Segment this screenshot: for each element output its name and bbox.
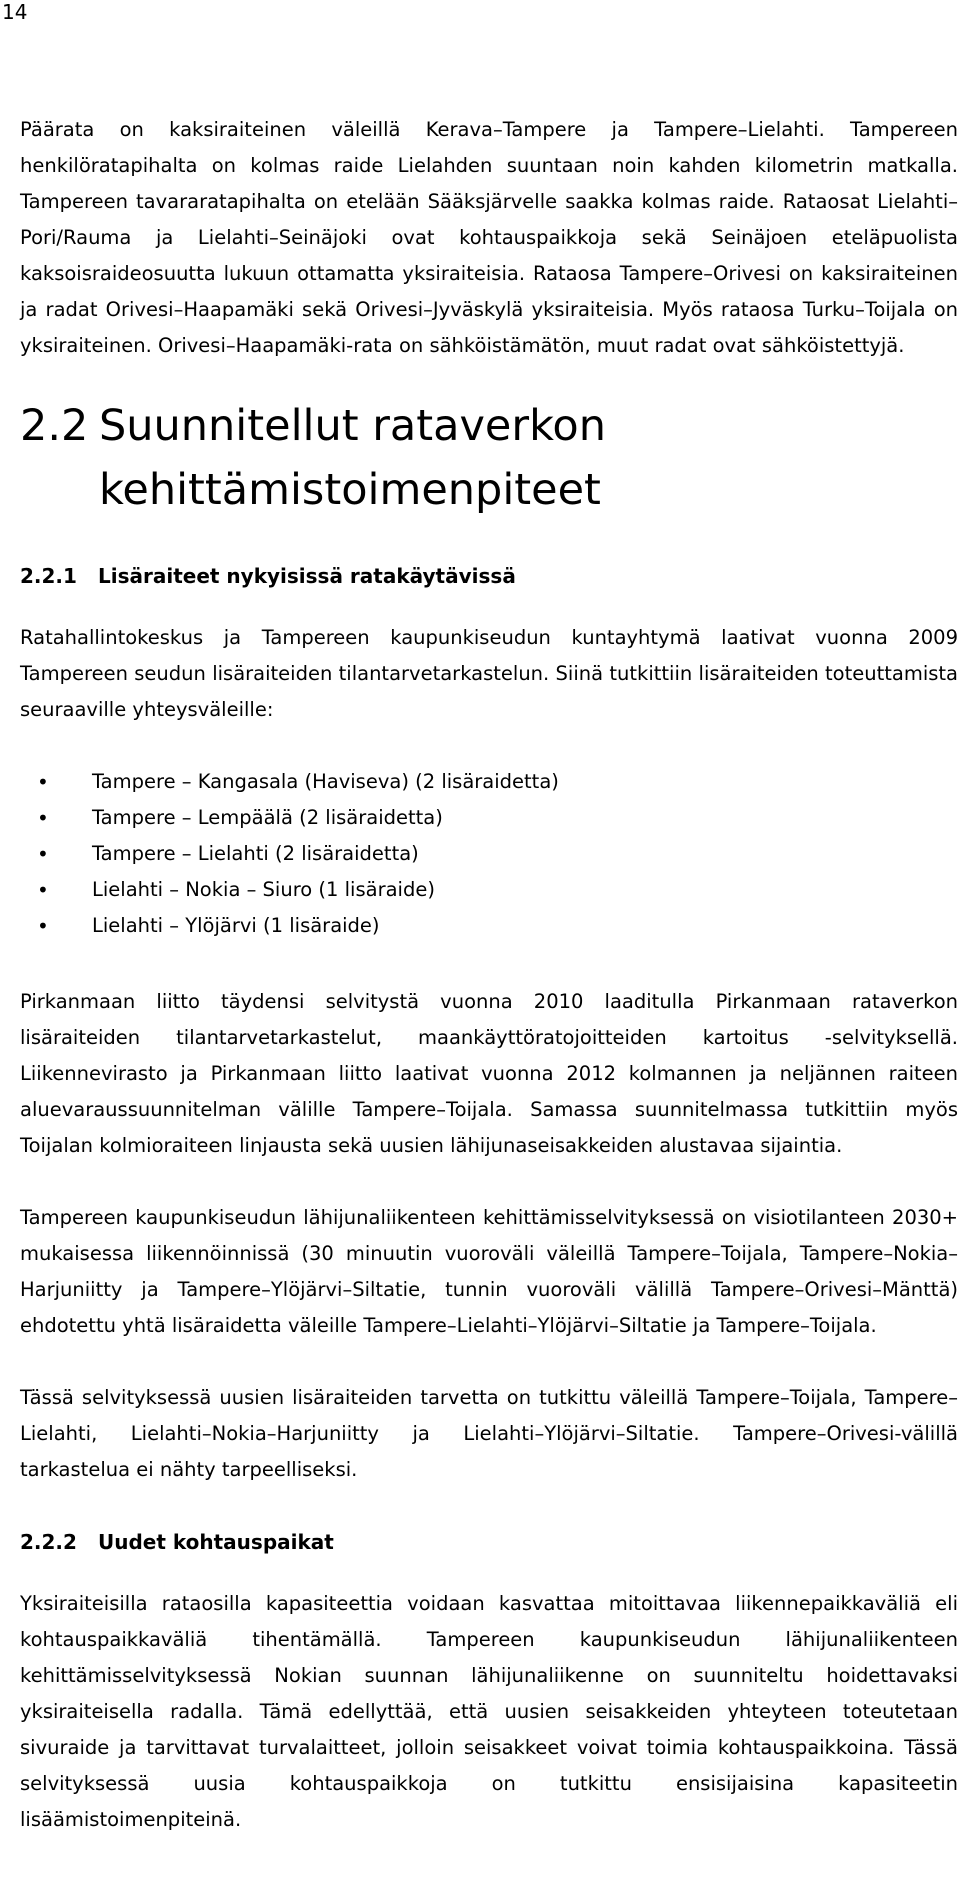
subsection-title: Uudet kohtauspaikat xyxy=(98,1530,334,1554)
list-item-text: Lielahti – Ylöjärvi (1 lisäraide) xyxy=(92,914,380,937)
bullet-list-yhteysvalit xyxy=(20,764,958,944)
paragraph-lisaraiteet-intro: Ratahallintokeskus ja Tampereen kaupunkiseudun kuntayhtymä laativat vuonna 2009 Tampereen seudun lisäraiteiden tilantarvetarkastelun. Siinä tutkittiin lisäraiteiden toteuttamista seuraaville yhteysväleille: xyxy=(20,626,958,721)
list-item-text: Lielahti – Nokia – Siuro (1 lisäraide) xyxy=(92,878,435,901)
paragraph-lahijunaliikenne: Tampereen kaupunkiseudun lähijunaliikenteen kehittämisselvityksessä on visiotilanteen 2030+ mukaisessa liikennöinnissä (30 minuutin vuoroväli väleillä Tampere–Toijala, Tampere–Nokia–Harjuniitty ja Tampere–Ylöjärvi–Siltatie, tunnin vuoroväli välillä Tampere–Orivesi–Mänttä) ehdotettu yhtä lisäraidetta väleille Tampere–Lielahti–Ylöjärvi–Siltatie ja Tampere–Toijala. xyxy=(20,1206,958,1337)
paragraph-kohtauspaikat: Yksiraiteisilla rataosilla kapasiteettia voidaan kasvattaa mitoittavaa liikennepaikkaväliä eli kohtauspaikkaväliä tihentämällä. Tampereen kaupunkiseudun lähijunaliikenteen kehittämisselvityksessä Nokian suunnan lähijunaliikenne on suunniteltu hoidettavaksi yksiraiteisella radalla. Tämä edellyttää, että uusien seisakkeiden yhteyteen toteutetaan sivuraide ja tarvittavat turvalaitteet, jolloin seisakkeet voivat toimia kohtauspaikkoina. Tässä selvityksessä uusia kohtauspaikkoja on tutkittu ensisijaisina kapasiteetin lisäämistoimenpiteinä. xyxy=(20,1592,958,1831)
subsection-number: 2.2.2 xyxy=(20,1530,77,1554)
list-item xyxy=(20,836,958,872)
page-number: 14 xyxy=(2,0,28,24)
bullet-icon: • xyxy=(37,878,49,902)
list-item-text: Tampere – Kangasala (Haviseva) (2 lisäraidetta) xyxy=(92,770,559,793)
intro-paragraph: Päärata on kaksiraiteinen väleillä Kerava–Tampere ja Tampere–Lielahti. Tampereen henkilöratapihalta on kolmas raide Lielahden suuntaan noin kahden kilometrin matkalla. Tampereen tavararatapihalta on etelään Sääksjärvelle saakka kolmas raide. Rataosat Lielahti–Pori/Rauma ja Lielahti–Seinäjoki ovat kohtauspaikkoja sekä Seinäjoen eteläpuolista kaksoisraideosuutta lukuun ottamatta yksiraiteisia. Rataosa Tampere–Orivesi on kaksiraiteinen ja radat Orivesi–Haapamäki sekä Orivesi–Jyväskylä yksiraiteisia. Myös rataosa Turku–Toijala on yksiraiteinen. Orivesi–Haapamäki-rata on sähköistämätön, muut radat ovat sähköistettyjä. xyxy=(20,118,958,357)
paragraph-tassa-selvityksessa: Tässä selvityksessä uusien lisäraiteiden tarvetta on tutkittu väleillä Tampere–Toijala, Tampere–Lielahti, Lielahti–Nokia–Harjuniitty ja Lielahti–Ylöjärvi–Siltatie. Tampere–Orivesi-välillä tarkastelua ei nähty tarpeelliseksi. xyxy=(20,1386,958,1481)
subsection-title: Lisäraiteet nykyisissä ratakäytävissä xyxy=(98,564,516,588)
paragraph-pirkanmaan-liitto: Pirkanmaan liitto täydensi selvitystä vuonna 2010 laaditulla Pirkanmaan rataverkon lisäraiteiden tilantarvetarkastelut, maankäyttöratojoitteiden kartoitus -selvityksellä. Liikennevirasto ja Pirkanmaan liitto laativat vuonna 2012 kolmannen ja neljännen raiteen aluevaraussuunnitelman välille Tampere–Toijala. Samassa suunnitelmassa tutkittiin myös Toijalan kolmioraiteen linjausta sekä uusien lähijunaseisakkeiden alustavaa sijaintia. xyxy=(20,990,958,1157)
list-item-text: Tampere – Lempäälä (2 lisäraidetta) xyxy=(92,806,443,829)
list-item xyxy=(20,872,958,908)
bullet-icon: • xyxy=(37,806,49,830)
bullet-icon: • xyxy=(37,842,49,866)
section-heading-2-2 xyxy=(20,394,958,522)
section-title: Suunnitellut rataverkon kehittämistoimenpiteet xyxy=(99,401,606,515)
list-item xyxy=(20,800,958,836)
list-item xyxy=(20,908,958,944)
list-item xyxy=(20,764,958,800)
subsection-heading-2-2-2 xyxy=(20,1524,958,1560)
subsection-heading-2-2-1 xyxy=(20,558,958,594)
bullet-icon: • xyxy=(37,914,49,938)
section-number: 2.2 xyxy=(20,401,89,451)
document-body xyxy=(20,112,958,1838)
list-item-text: Tampere – Lielahti (2 lisäraidetta) xyxy=(92,842,419,865)
bullet-icon: • xyxy=(37,770,49,794)
subsection-number: 2.2.1 xyxy=(20,564,77,588)
